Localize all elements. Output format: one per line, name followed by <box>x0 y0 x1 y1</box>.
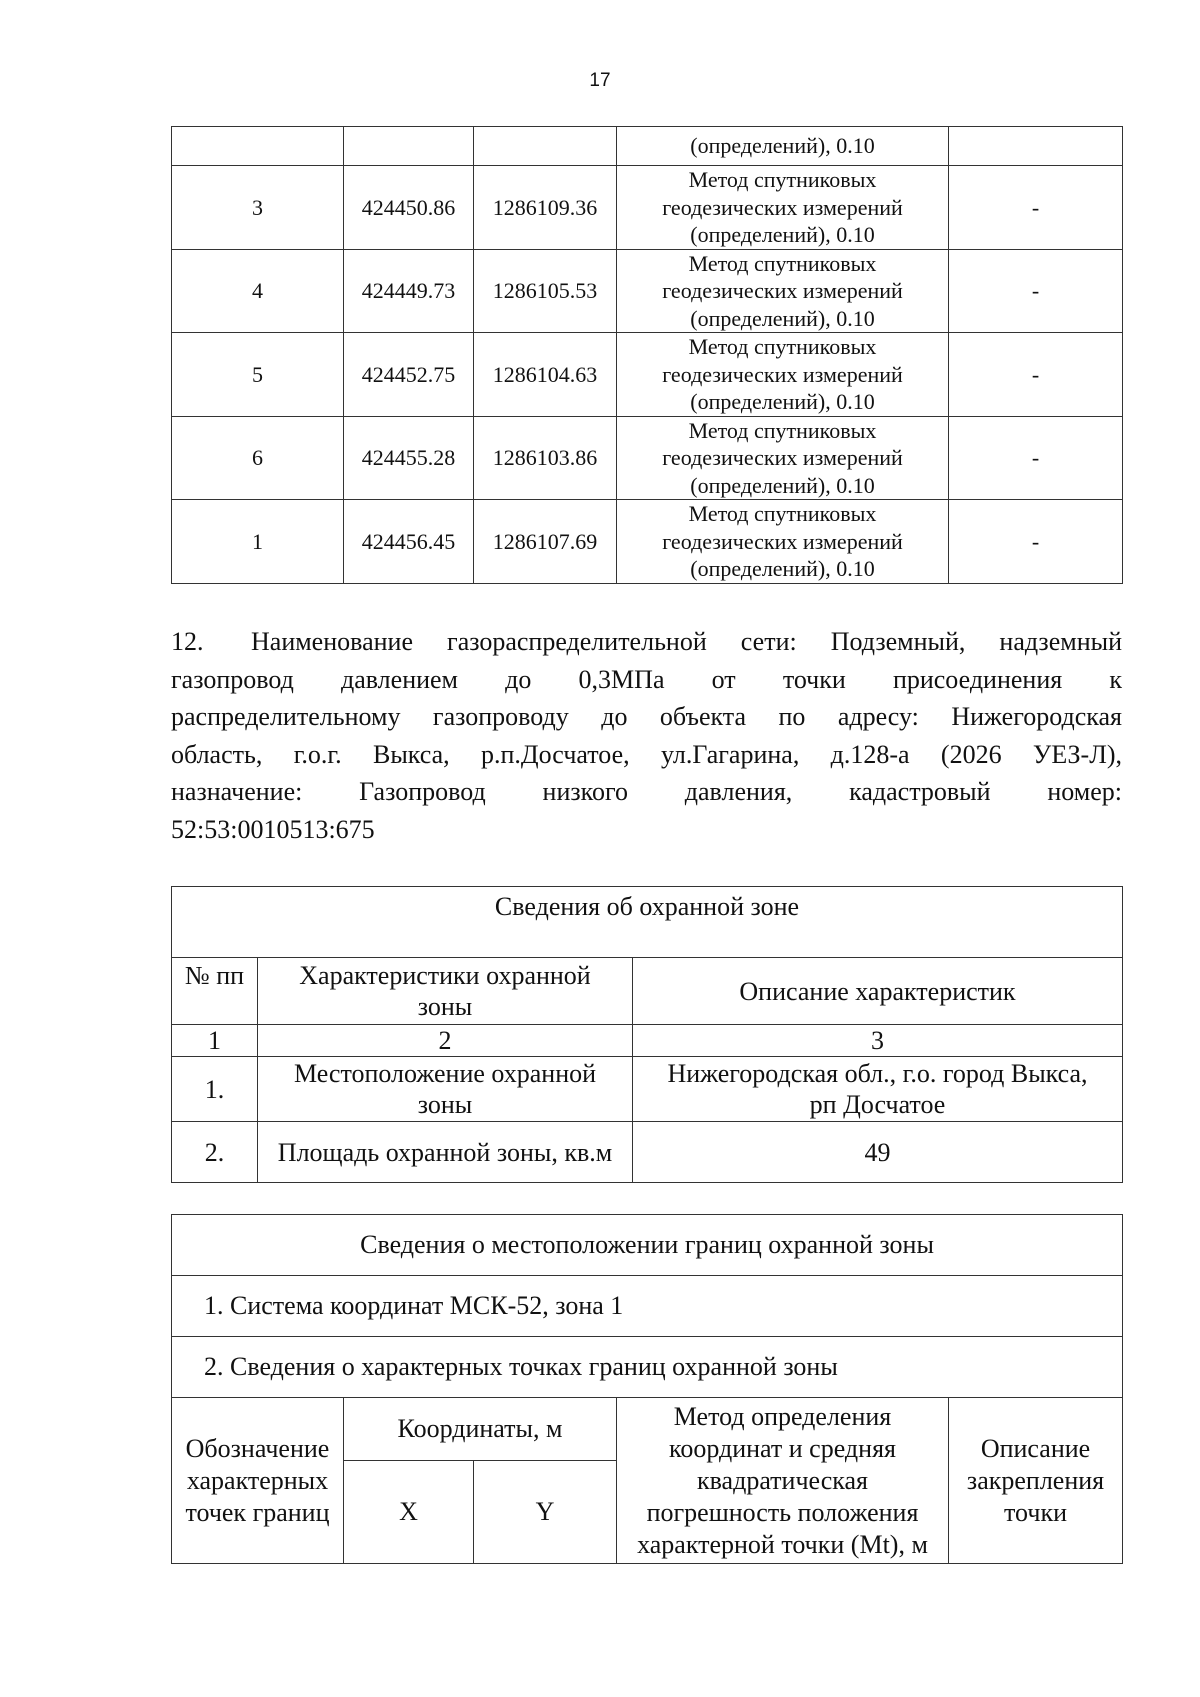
method-cell: Метод спутниковых геодезических измерений (определений), 0.10 <box>617 500 949 584</box>
coordinates-table-continued <box>171 126 1123 584</box>
section-number: 12. <box>171 627 204 656</box>
desc-cell: - <box>949 166 1123 250</box>
point-cell: 1 <box>172 500 344 584</box>
method-cell: Метод спутниковых геодезических измерений (определений), 0.10 <box>617 416 949 500</box>
table-row <box>172 1337 1123 1398</box>
table-row <box>172 127 1123 166</box>
paragraph-line: 52:53:0010513:675 <box>171 814 375 844</box>
table-row <box>172 166 1123 250</box>
header-coordinates: Координаты, м <box>344 1398 617 1461</box>
coordinate-system-row: 1. Система координат МСК-52, зона 1 <box>172 1276 1123 1337</box>
description-cell: Нижегородская обл., г.о. город Выкса, рп Досчатое <box>633 1057 1123 1122</box>
paragraph-line: распределительному газопроводу до объекта по адресу: Нижегородская <box>171 702 1122 731</box>
table-row <box>172 1215 1123 1276</box>
paragraph-line: 12. Наименование газораспределительной сети: Подземный, надземный <box>171 623 1122 661</box>
x-cell: 424450.86 <box>344 166 474 250</box>
table-row <box>172 1057 1123 1122</box>
col-number: 2 <box>258 1025 633 1057</box>
point-cell: 3 <box>172 166 344 250</box>
x-cell: 424456.45 <box>344 500 474 584</box>
characteristic-cell: Местоположение охранной зоны <box>258 1057 633 1122</box>
col-number: 1 <box>172 1025 258 1057</box>
protection-zone-table <box>171 886 1123 1183</box>
header-num: № пп <box>172 958 258 1025</box>
table-row <box>172 1276 1123 1337</box>
method-cell: (определений), 0.10 <box>617 127 949 166</box>
paragraph-line: назначение: Газопровод низкого давления, кадастровый номер: <box>171 777 1122 806</box>
y-cell: 1286107.69 <box>474 500 617 584</box>
row-number: 2. <box>172 1122 258 1183</box>
method-cell: Метод спутниковых геодезических измерений (определений), 0.10 <box>617 166 949 250</box>
zone-boundaries-table <box>171 1214 1123 1564</box>
col-number: 3 <box>633 1025 1123 1057</box>
table-row <box>172 887 1123 958</box>
table-row <box>172 416 1123 500</box>
header-method: Метод определения координат и средняя квадратическая погрешность положения характерной точки (Mt), м <box>617 1398 949 1564</box>
header-point: Обозначение характерных точек границ <box>172 1398 344 1564</box>
point-cell: 4 <box>172 249 344 333</box>
points-info-row: 2. Сведения о характерных точках границ охранной зоны <box>172 1337 1123 1398</box>
x-cell: 424449.73 <box>344 249 474 333</box>
y-cell: 1286104.63 <box>474 333 617 417</box>
table-row <box>172 1122 1123 1183</box>
method-cell: Метод спутниковых геодезических измерений (определений), 0.10 <box>617 333 949 417</box>
header-x: X <box>344 1461 474 1564</box>
table-cell <box>474 127 617 166</box>
method-cell: Метод спутниковых геодезических измерений (определений), 0.10 <box>617 249 949 333</box>
section-12-paragraph <box>171 623 1122 848</box>
header-y: Y <box>474 1461 617 1564</box>
characteristic-cell: Площадь охранной зоны, кв.м <box>258 1122 633 1183</box>
table-header-row <box>172 958 1123 1025</box>
page-number: 17 <box>589 70 611 91</box>
paragraph-line: газопровод давлением до 0,3МПа от точки присоединения к <box>171 664 1122 694</box>
table-cell <box>172 127 344 166</box>
y-cell: 1286105.53 <box>474 249 617 333</box>
y-cell: 1286103.86 <box>474 416 617 500</box>
y-cell: 1286109.36 <box>474 166 617 250</box>
table-cell <box>344 127 474 166</box>
header-description: Описание характеристик <box>633 958 1123 1025</box>
header-characteristics: Характеристики охранной зоны <box>258 958 633 1025</box>
table-title: Сведения о местоположении границ охранной зоны <box>172 1215 1123 1276</box>
table-row <box>172 333 1123 417</box>
table-title: Сведения об охранной зоне <box>172 887 1123 958</box>
header-description: Описание закрепления точки <box>949 1398 1123 1564</box>
table-header-row <box>172 1398 1123 1461</box>
table-cell <box>949 127 1123 166</box>
desc-cell: - <box>949 249 1123 333</box>
paragraph-line: область, г.о.г. Выкса, р.п.Досчатое, ул.Гагарина, д.128-а (2026 УЕЗ-Л), <box>171 739 1122 769</box>
point-cell: 5 <box>172 333 344 417</box>
table-row <box>172 1025 1123 1057</box>
x-cell: 424452.75 <box>344 333 474 417</box>
table-row <box>172 249 1123 333</box>
row-number: 1. <box>172 1057 258 1122</box>
description-cell: 49 <box>633 1122 1123 1183</box>
point-cell: 6 <box>172 416 344 500</box>
desc-cell: - <box>949 416 1123 500</box>
x-cell: 424455.28 <box>344 416 474 500</box>
desc-cell: - <box>949 333 1123 417</box>
table-row <box>172 500 1123 584</box>
desc-cell: - <box>949 500 1123 584</box>
